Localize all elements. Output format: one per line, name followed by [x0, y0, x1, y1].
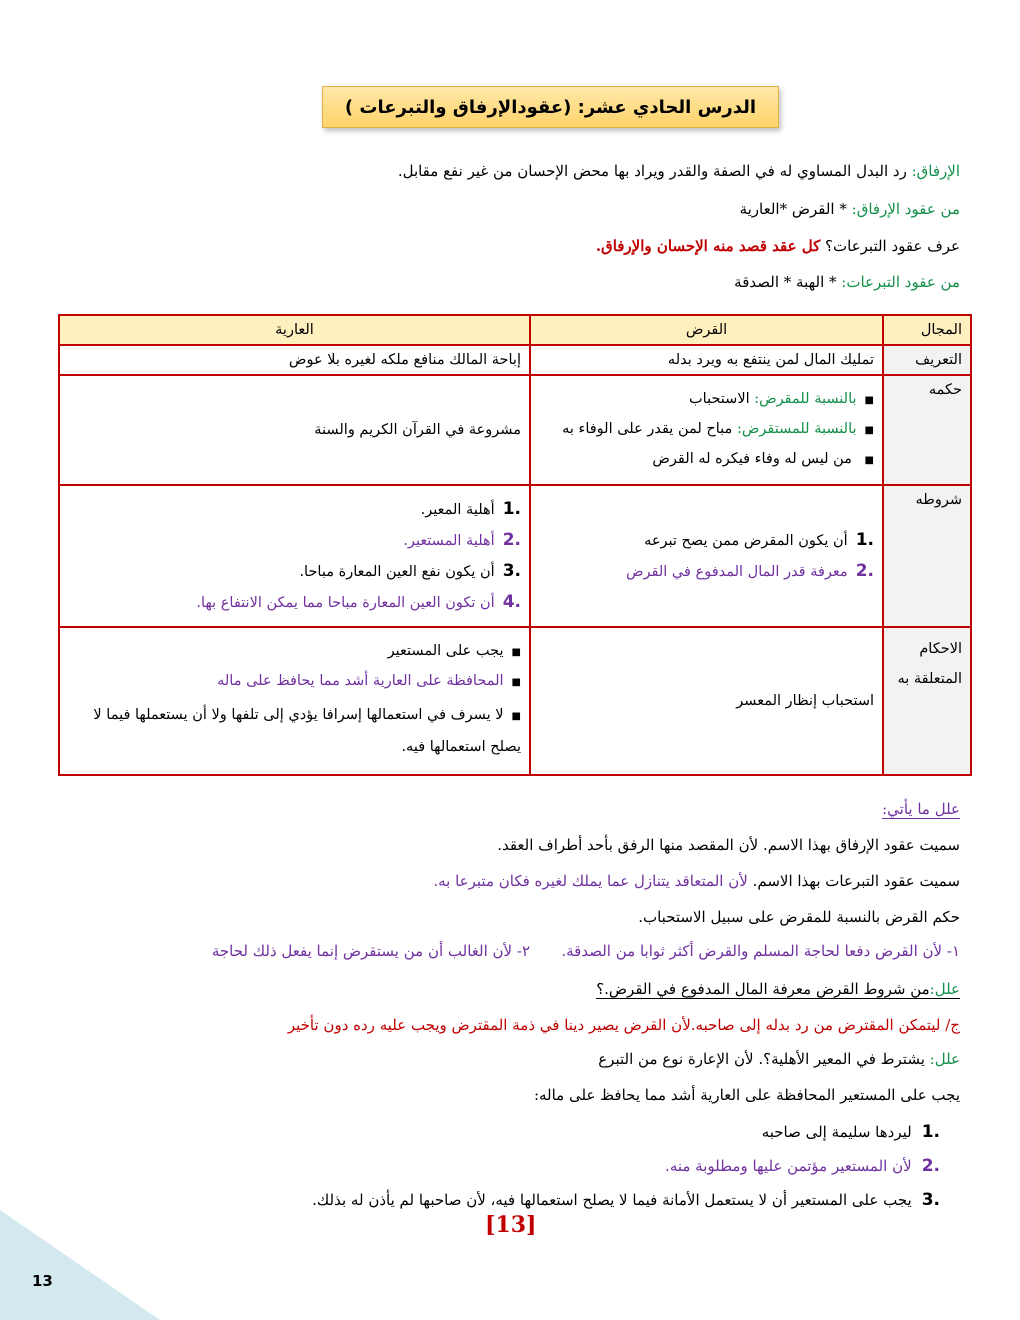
list-item: ■بالنسبة للمقرض: الاستحباب: [689, 391, 874, 407]
ariya-conditions-list: [68, 496, 521, 616]
header-qard: القرض: [530, 315, 883, 345]
list-item: .3أن يكون نفع العين المعارة مباحا.: [299, 561, 521, 581]
irfaq-types: من عقود الإرفاق: * القرض *العارية: [739, 200, 960, 218]
page-number: 13: [32, 1272, 53, 1290]
list-item: ■المحافظة على العارية أشد مما يحافظ على ماله: [217, 673, 521, 689]
explain-heading: علل ما يأتي:: [882, 800, 960, 818]
table-row: الاحكام المتعلقة به استحباب إنظار المعسر ■يجب على المستعير ■المحافظة على العارية أشد مما يحافظ على ماله ■لا يسرف في استعمالها إسرافا يؤدي إلى تلفها ولا أن يستعملها فيما لا يصلح استعمالها فيه.: [59, 627, 971, 775]
header-ariya: العارية: [59, 315, 530, 345]
tabarruat-types: من عقود التبرعات: * الهبة * الصدقة: [734, 273, 960, 291]
list-item: .1أهلية المعير.: [420, 499, 521, 519]
list-item: ■يجب على المستعير: [387, 643, 521, 659]
list-item: .1ليردها سليمة إلى صاحبه: [761, 1122, 940, 1142]
must-heading: يجب على المستعير المحافظة على العارية أشد مما يحافظ على ماله:: [533, 1086, 960, 1104]
explain-q3-answer-1: ١- لأن القرض دفعا لحاجة المسلم والقرض أكثر ثوابا من الصدقة.: [561, 942, 960, 960]
explain2: علل:من شروط القرض معرفة المال المدفوع في القرض.؟: [596, 980, 960, 998]
table-header-row: [59, 315, 971, 345]
list-item: .1أن يكون المقرض ممن يصح تبرعه: [644, 530, 874, 550]
explain3: علل: يشترط في المعير الأهلية؟. لأن الإعارة نوع من التبرع: [598, 1050, 960, 1068]
list-item: ■ من ليس له وفاء فيكره له القرض: [652, 451, 874, 467]
list-item: ■لا يسرف في استعمالها إسرافا يؤدي إلى تلفها ولا أن يستعملها فيما لا يصلح استعمالها فيه.: [93, 707, 521, 755]
answer2: ج/ ليتمكن المقترض من رد بدله إلى صاحبه.لأن القرض يصير دينا في ذمة المقترض ويجب عليه رده دون تأخير: [287, 1016, 960, 1034]
qard-conditions-list: [539, 527, 874, 585]
ariya-rulings-list: [68, 640, 521, 762]
list-item: ■بالنسبة للمستقرض: مباح لمن يقدر على الوفاء به: [562, 421, 874, 437]
book-page-number: [13]: [485, 1212, 537, 1238]
comparison-table: [58, 314, 972, 776]
table-row: التعريف تمليك المال لمن ينتفع به ويرد بدله إباحة المالك منافع ملكه لغيره بلا عوض: [59, 345, 971, 375]
list-item: .2لأن المستعير مؤتمن عليها ومطلوبة منه.: [665, 1156, 940, 1176]
table-row: شروطه .1أن يكون المقرض ممن يصح تبرعه .2معرفة قدر المال المدفوع في القرض .1أهلية المعير. .2أهلية المستعير. .3أن يكون نفع العين المعارة مباحا. .4أن تكون العين المعارة مباحا مما يمكن الانتفاع بها.: [59, 485, 971, 627]
explain-q3: حكم القرض بالنسبة للمقرض على سبيل الاستحباب.: [638, 908, 960, 926]
lesson-title: الدرس الحادي عشر: (عقودالإرفاق والتبرعات ): [322, 86, 779, 128]
explain-q3-answer-2: ٢- لأن الغالب أن من يستقرض إنما يفعل ذلك لحاجة: [211, 942, 530, 960]
header-field: المجال: [883, 315, 971, 345]
table-row: حكمه ■بالنسبة للمقرض: الاستحباب ■بالنسبة للمستقرض: مباح لمن يقدر على الوفاء به ■ من ليس له وفاء فيكره له القرض مشروعة في القرآن الكريم والسنة: [59, 375, 971, 485]
list-item: .4أن تكون العين المعارة مباحا مما يمكن الانتفاع بها.: [196, 592, 521, 612]
explain-q1: سميت عقود الإرفاق بهذا الاسم. لأن المقصد منها الرفق بأحد أطراف العقد.: [497, 836, 960, 854]
list-item: .2معرفة قدر المال المدفوع في القرض: [626, 561, 874, 581]
list-item: .3يجب على المستعير أن لا يستعمل الأمانة فيما لا يصلح استعمالها فيه، لأن صاحبها لم يأذن له بذلك.: [312, 1190, 940, 1210]
qard-ruling-list: [539, 388, 874, 472]
explain-q2: سميت عقود التبرعات بهذا الاسم. لأن المتعاقد يتنازل عما يملك لغيره فكان متبرعا به.: [433, 872, 960, 890]
list-item: .2أهلية المستعير.: [403, 530, 521, 550]
corner-decoration: [0, 1210, 160, 1320]
tabarruat-definition: عرف عقود التبرعات؟ كل عقد قصد منه الإحسان والإرفاق.: [595, 237, 960, 255]
irfaq-definition: الإرفاق: رد البدل المساوي له في الصفة والقدر ويراد بها محض الإحسان من غير نفع مقابل.: [397, 162, 960, 180]
